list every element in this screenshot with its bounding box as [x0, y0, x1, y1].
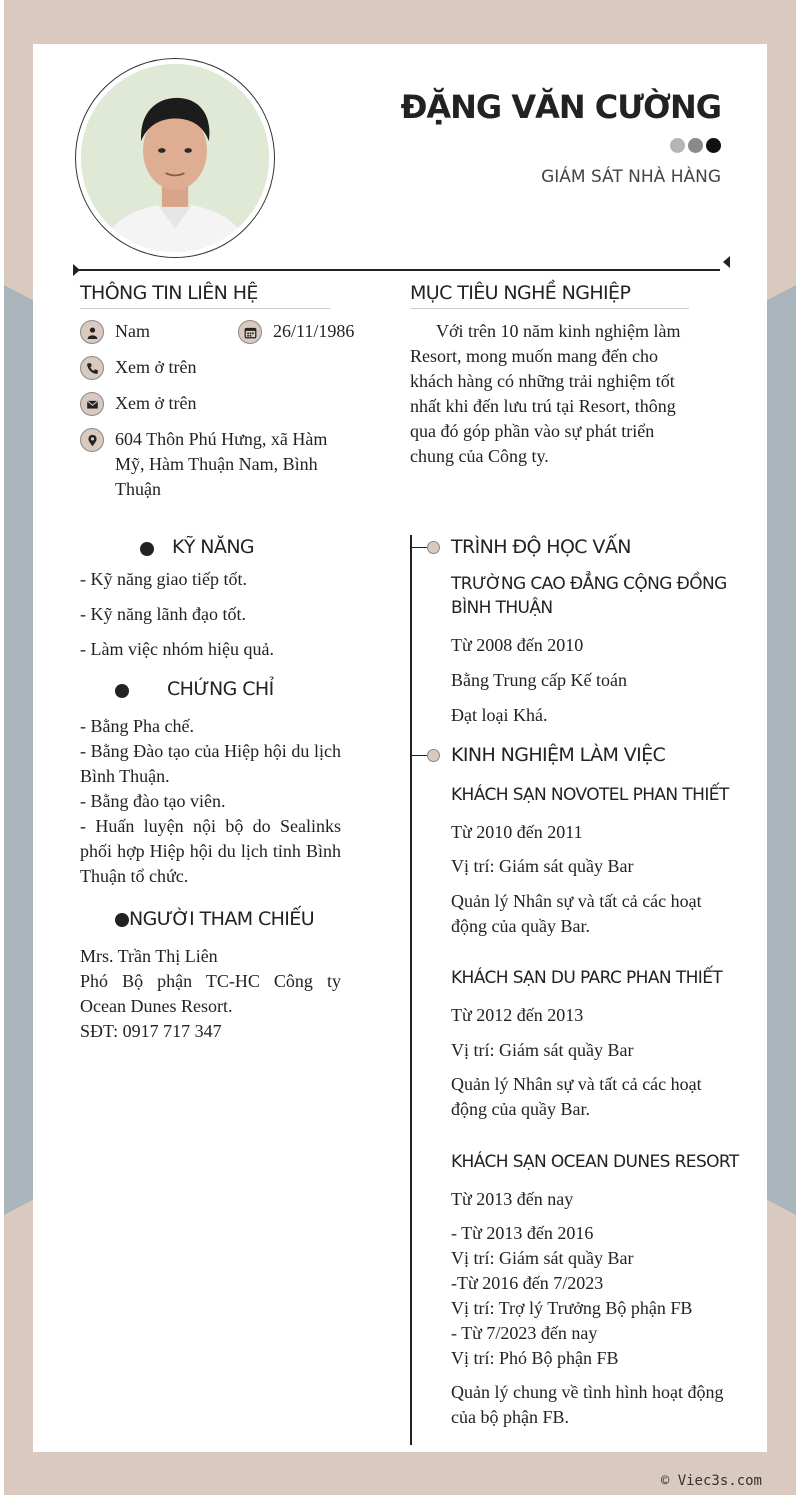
- divider-arrow-left: [73, 264, 80, 276]
- envelope-icon: [80, 392, 104, 416]
- gender-value: Nam: [115, 321, 150, 341]
- job-details: [451, 1221, 692, 1371]
- reference-position: Phó Bộ phận TC-HC Công ty Ocean Dunes Resort.: [80, 971, 341, 1016]
- skills-bullet-icon: [140, 542, 154, 556]
- address-value: [115, 427, 327, 502]
- phone-value: Xem ở trên: [115, 357, 197, 377]
- education-school: TRƯỜNG CAO ĐẲNG CỘNG ĐỒNG BÌNH THUẬN: [451, 574, 727, 618]
- person-portrait-icon: [81, 64, 269, 252]
- objective-line: qua đó góp phần vào sự phát triển: [410, 421, 655, 441]
- education-grade: Đạt loại Khá.: [451, 705, 548, 725]
- job-detail-line: Vị trí: Trợ lý Trưởng Bộ phận FB: [451, 1298, 693, 1318]
- job-detail-line: -Từ 2016 đến 7/2023: [451, 1273, 604, 1293]
- dot-light: [670, 138, 685, 153]
- candidate-name: ĐẶNG VĂN CƯỜNG: [400, 88, 721, 126]
- objective-line: khách hàng có những trải nghiệm tốt: [410, 371, 675, 391]
- dot-mid: [688, 138, 703, 153]
- user-icon: [80, 320, 104, 344]
- certificates-list: [80, 714, 341, 889]
- education-timeline-marker: [411, 541, 440, 554]
- experience-timeline-marker: [411, 749, 440, 762]
- contact-gender: [80, 319, 150, 344]
- reference-name: Mrs. Trần Thị Liên: [80, 946, 218, 966]
- reference-phone: SĐT: 0917 717 347: [80, 1021, 222, 1041]
- skills-list: [80, 567, 350, 662]
- job-company: KHÁCH SẠN OCEAN DUNES RESORT: [451, 1152, 739, 1172]
- reference-heading: NGƯỜI THAM CHIẾU: [129, 908, 315, 930]
- address-line: Thuận: [115, 479, 161, 499]
- job-period: Từ 2012 đến 2013: [451, 1005, 584, 1025]
- header-divider: [75, 269, 720, 271]
- education-period: Từ 2008 đến 2010: [451, 635, 584, 655]
- job-company: KHÁCH SẠN DU PARC PHAN THIẾT: [451, 968, 723, 988]
- job-detail-line: - Từ 7/2023 đến nay: [451, 1323, 598, 1343]
- contact-dob: [238, 319, 354, 344]
- contact-phone: [80, 355, 197, 380]
- education-heading: TRÌNH ĐỘ HỌC VẤN: [451, 536, 631, 558]
- skills-heading: KỸ NĂNG: [172, 536, 255, 558]
- contact-address: [80, 427, 327, 502]
- objective-heading: MỤC TIÊU NGHỀ NGHIỆP: [410, 282, 631, 304]
- job-detail-line: Vị trí: Phó Bộ phận FB: [451, 1348, 619, 1368]
- skill-item: - Làm việc nhóm hiệu quả.: [80, 639, 274, 659]
- skill-item: - Kỹ năng giao tiếp tốt.: [80, 569, 247, 589]
- certificate-item: - Bằng đào tạo viên.: [80, 791, 226, 811]
- job-detail-line: Vị trí: Giám sát quầy Bar: [451, 1248, 634, 1268]
- certificates-bullet-icon: [115, 684, 129, 698]
- timeline-circle-icon: [427, 541, 440, 554]
- objective-line: nhất khi đến lưu trú tại Resort, thông: [410, 396, 676, 416]
- timeline-circle-icon: [427, 749, 440, 762]
- decorative-dots: [670, 138, 721, 153]
- copyright-notice: © Viec3s.com: [660, 1473, 762, 1489]
- job-period: Từ 2010 đến 2011: [451, 822, 583, 842]
- certificate-item: - Huấn luyện nội bộ do Sealinks phối hợp Hiệp hội du lịch tỉnh Bình Thuận tổ chức.: [80, 816, 341, 886]
- page-edge-right: [796, 0, 800, 1495]
- phone-icon: [80, 356, 104, 380]
- profile-photo-image: [81, 64, 269, 252]
- address-line: Mỹ, Hàm Thuận Nam, Bình: [115, 454, 318, 474]
- reference-bullet-icon: [115, 913, 129, 927]
- job-company: KHÁCH SẠN NOVOTEL PHAN THIẾT: [451, 785, 729, 805]
- contact-heading-underline: [80, 308, 330, 309]
- candidate-job-title: GIÁM SÁT NHÀ HÀNG: [541, 167, 721, 187]
- address-line: 604 Thôn Phú Hưng, xã Hàm: [115, 429, 328, 449]
- right-decor-band: [762, 285, 796, 1215]
- job-duty: Quản lý Nhân sự và tất cả các hoạt động của quầy Bar.: [451, 891, 702, 936]
- certificates-heading: CHỨNG CHỈ: [167, 678, 274, 700]
- email-value: Xem ở trên: [115, 393, 197, 413]
- objective-text: [410, 319, 710, 469]
- job-period: Từ 2013 đến nay: [451, 1189, 574, 1209]
- job-detail-line: - Từ 2013 đến 2016: [451, 1223, 594, 1243]
- calendar-icon: [238, 320, 262, 344]
- location-pin-icon: [80, 428, 104, 452]
- skill-item: - Kỹ năng lãnh đạo tốt.: [80, 604, 246, 624]
- page-edge-left: [0, 0, 4, 1495]
- objective-line: Resort, mong muốn mang đến cho: [410, 346, 658, 366]
- job-duty: Quản lý Nhân sự và tất cả các hoạt động của quầy Bar.: [451, 1074, 702, 1119]
- divider-arrow-right: [723, 256, 730, 268]
- objective-line: Với trên 10 năm kinh nghiệm làm: [436, 321, 681, 341]
- education-degree: Bằng Trung cấp Kế toán: [451, 670, 627, 690]
- objective-line: chung của Công ty.: [410, 446, 549, 466]
- objective-heading-underline: [410, 308, 689, 309]
- job-duty: Quản lý chung về tình hình hoạt động của bộ phận FB.: [451, 1382, 724, 1427]
- contact-heading: THÔNG TIN LIÊN HỆ: [80, 282, 258, 304]
- certificate-item: - Bằng Đào tạo của Hiệp hội du lịch Bình Thuận.: [80, 741, 341, 786]
- cv-paper: [33, 44, 767, 1452]
- timeline-line: [410, 535, 412, 1445]
- dot-dark: [706, 138, 721, 153]
- certificate-item: - Bằng Pha chế.: [80, 716, 194, 736]
- job-position: Vị trí: Giám sát quầy Bar: [451, 1040, 634, 1060]
- profile-photo: [75, 58, 275, 258]
- dob-value: 26/11/1986: [273, 321, 355, 341]
- job-position: Vị trí: Giám sát quầy Bar: [451, 856, 634, 876]
- contact-email: [80, 391, 197, 416]
- experience-heading: KINH NGHIỆM LÀM VIỆC: [451, 744, 666, 766]
- reference-details: [80, 944, 341, 1044]
